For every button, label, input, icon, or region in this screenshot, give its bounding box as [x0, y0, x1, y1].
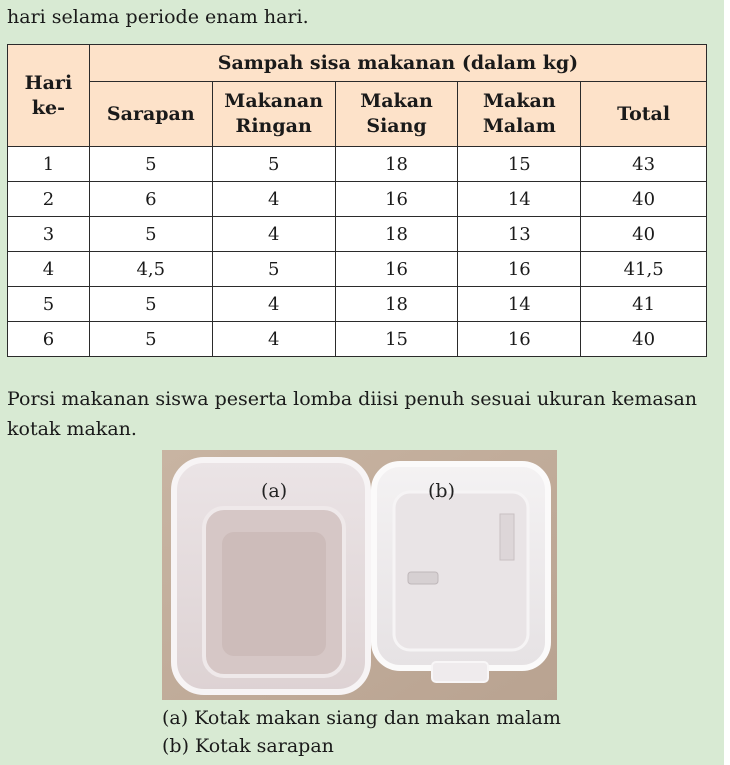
caption-b: (b) Kotak sarapan [162, 735, 334, 757]
value-cell: 13 [458, 217, 581, 252]
value-cell: 18 [335, 217, 458, 252]
paragraph-text: Porsi makanan siswa peserta lomba diisi penuh sesuai ukuran kemasan kotak makan. [7, 388, 698, 440]
photo-label-a: (a) [261, 480, 288, 502]
value-cell: 15 [335, 322, 458, 357]
value-cell: 4 [212, 182, 335, 217]
day-cell: 2 [8, 182, 90, 217]
header-day-label: Hari ke- [24, 71, 73, 119]
header-breakfast: Sarapan [89, 82, 212, 147]
day-cell: 5 [8, 287, 90, 322]
value-cell: 16 [458, 252, 581, 287]
value-cell: 5 [89, 217, 212, 252]
value-cell: 4 [212, 322, 335, 357]
header-total: Total [581, 82, 707, 147]
value-cell: 40 [581, 217, 707, 252]
box-b-shape [374, 464, 548, 682]
day-cell: 3 [8, 217, 90, 252]
value-cell: 5 [89, 287, 212, 322]
value-cell: 5 [89, 322, 212, 357]
header-waste-group: Sampah sisa makanan (dalam kg) [89, 45, 706, 82]
value-cell: 41,5 [581, 252, 707, 287]
value-cell: 14 [458, 182, 581, 217]
intro-text: hari selama periode enam hari. [7, 6, 309, 28]
table-row [8, 182, 707, 217]
table-row [8, 217, 707, 252]
value-cell: 16 [335, 182, 458, 217]
value-cell: 4,5 [89, 252, 212, 287]
value-cell: 6 [89, 182, 212, 217]
value-cell: 14 [458, 287, 581, 322]
header-dinner: Makan Malam [458, 82, 581, 147]
header-day [8, 45, 90, 147]
food-waste-table [7, 44, 707, 357]
header-snack: Makanan Ringan [212, 82, 335, 147]
page-edge [724, 0, 730, 765]
table-body [8, 147, 707, 357]
value-cell: 5 [89, 147, 212, 182]
value-cell: 15 [458, 147, 581, 182]
value-cell: 4 [212, 287, 335, 322]
value-cell: 41 [581, 287, 707, 322]
lunch-box-photo [162, 450, 557, 700]
day-cell: 4 [8, 252, 90, 287]
value-cell: 16 [335, 252, 458, 287]
value-cell: 5 [212, 252, 335, 287]
value-cell: 18 [335, 147, 458, 182]
day-cell: 6 [8, 322, 90, 357]
value-cell: 16 [458, 322, 581, 357]
caption-a: (a) Kotak makan siang dan makan malam [162, 707, 561, 729]
value-cell: 40 [581, 322, 707, 357]
header-lunch: Makan Siang [335, 82, 458, 147]
value-cell: 43 [581, 147, 707, 182]
value-cell: 4 [212, 217, 335, 252]
value-cell: 18 [335, 287, 458, 322]
value-cell: 40 [581, 182, 707, 217]
value-cell: 5 [212, 147, 335, 182]
table-row [8, 287, 707, 322]
table-row [8, 322, 707, 357]
photo-label-b: (b) [428, 480, 455, 502]
table-row [8, 252, 707, 287]
table-row [8, 147, 707, 182]
day-cell: 1 [8, 147, 90, 182]
